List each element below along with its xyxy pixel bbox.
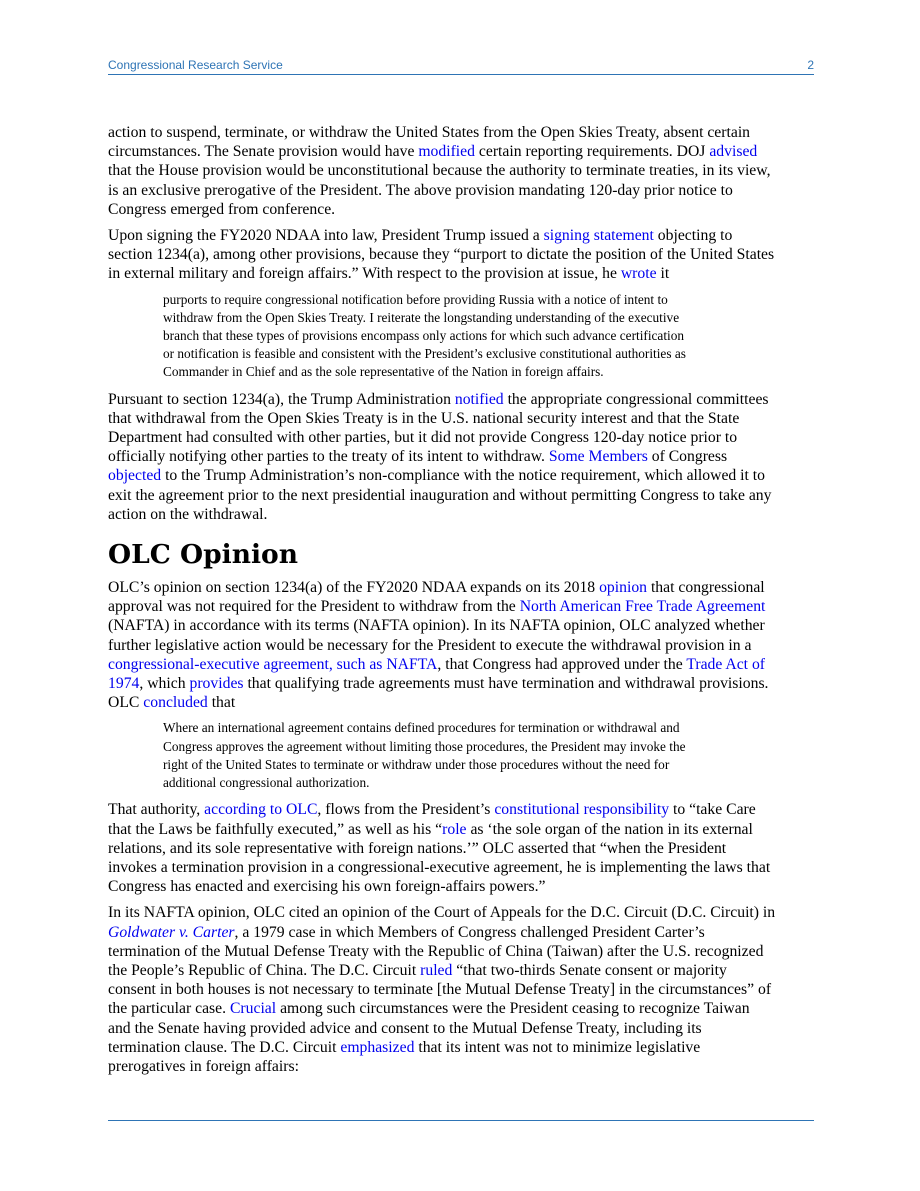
quote-line: or notification is feasible and consistent with the President’s exclusive constitutional authorities as [163,346,686,362]
text-run: approval was not required for the President to withdraw from the [108,598,520,616]
text-run: that qualifying trade agreements must have termination and withdrawal provisions. [243,675,769,693]
paragraph-signing-statement [108,226,814,284]
link-role[interactable]: role [442,820,467,838]
text-run: that [207,694,236,712]
paragraph-olc-nafta-opinion [108,578,814,712]
text-run: that the Laws be faithfully executed,” as well as his “ [108,820,443,838]
link-nafta[interactable]: North American Free Trade Agreement [519,598,766,616]
header-org-name: Congressional Research Service [108,58,283,72]
text-line: consent in both houses is not necessary to terminate [the Mutual Defense Treaty] in the circumstances” of [108,981,772,999]
text-line [108,820,814,839]
text-run: the People’s Republic of China. The D.C. Circuit [108,961,421,979]
text-run: as ‘the sole organ of the nation in its external [466,820,753,838]
section-heading: OLC Opinion [108,539,298,571]
link-according-to-olc[interactable]: according to OLC [204,801,318,819]
quote-line: Congress approves the agreement without limiting those procedures, the President may invoke the [163,738,686,754]
text-line: relations, and its sole representative with foreign nations.’” OLC asserted that “when the President [108,839,727,857]
text-line: is an exclusive prerogative of the President. The above provision mandating 120-day prior notice to [108,181,733,199]
paragraph-goldwater-v-carter [108,903,814,1076]
block-quote-signing-statement [108,291,757,382]
text-line [108,800,814,819]
text-run: , flows from the President’s [317,801,495,819]
text-run: “that two-thirds Senate consent or majority [452,961,727,979]
text-line [108,655,814,674]
text-run: , that Congress had approved under the [437,655,687,673]
text-line: action on the withdrawal. [108,505,268,523]
footer-rule [108,1120,814,1121]
text-run: it [656,265,670,283]
text-run: , a 1979 case in which Members of Congress challenged President Carter’s [234,923,705,941]
quote-line: right of the United States to terminate or withdraw under those procedures without the need for [163,756,670,772]
link-signing-statement[interactable]: signing statement [543,227,654,245]
text-line: further legislative action would be necessary for the President to execute the withdrawal provision in a [108,636,752,654]
text-line: that withdrawal from the Open Skies Treaty is in the U.S. national security interest and that the State [108,409,740,427]
quote-line: Where an international agreement contains defined procedures for termination or withdrawal and [163,720,680,736]
text-run: in external military and foreign affairs.” With respect to the provision at issue, he [108,265,621,283]
text-line: Department had consulted with other parties, but it did not provide Congress 120-day notice prior to [108,429,738,447]
text-line: prerogatives in foreign affairs: [108,1057,299,1075]
link-congressional-executive-agreement[interactable]: congressional-executive agreement, such as NAFTA [108,655,438,673]
link-constitutional-responsibility[interactable]: constitutional responsibility [494,801,670,819]
document-body [108,123,814,1083]
text-line: Congress has enacted and exercising his own foreign-affairs powers.” [108,878,546,896]
header-rule [108,74,814,75]
link-emphasized[interactable]: emphasized [340,1038,415,1056]
quote-line: withdraw from the Open Skies Treaty. I reiterate the longstanding understanding of the executive [163,309,680,325]
link-notified[interactable]: notified [454,390,504,408]
text-line [108,961,814,980]
text-run: that congressional [647,579,765,597]
text-line: exit the agreement prior to the next presidential inauguration and without permitting Congress to take any [108,486,772,504]
text-run: that its intent was not to minimize legislative [414,1038,701,1056]
link-objected[interactable]: objected [108,467,162,485]
quote-line: additional congressional authorization. [163,775,370,791]
text-run: to “take Care [669,801,756,819]
text-run: officially notifying other parties to the treaty of its intent to withdraw. [108,448,549,466]
text-line [108,1038,814,1057]
text-run: to the Trump Administration’s non-compliance with the notice requirement, which allowed it to [161,467,766,485]
paragraph-withdrawal-notice [108,390,814,524]
text-line: In its NAFTA opinion, OLC cited an opinion of the Court of Appeals for the D.C. Circuit (D.C. Circuit) in [108,904,776,922]
text-run: Upon signing the FY2020 NDAA into law, President Trump issued a [108,227,544,245]
link-wrote[interactable]: wrote [620,265,657,283]
text-line: that the House provision would be unconstitutional because the authority to terminate treaties, in its view, [108,162,771,180]
text-run: the appropriate congressional committees [503,390,769,408]
text-line: invokes a termination provision in a congressional-executive agreement, he is implementing the laws that [108,858,771,876]
text-line: Congress emerged from conference. [108,200,336,218]
link-some-members[interactable]: Some Members [548,448,648,466]
link-goldwater-v-carter[interactable]: Goldwater v. Carter [108,923,235,941]
text-line [108,674,814,693]
text-line [108,466,814,485]
text-run: That authority, [108,801,205,819]
text-run: OLC’s opinion on section 1234(a) of the FY2020 NDAA expands on its 2018 [108,579,600,597]
link-ruled[interactable]: ruled [420,961,453,979]
link-trade-act-1974[interactable]: 1974 [108,675,140,693]
text-line [108,264,814,283]
link-advised[interactable]: advised [709,143,758,161]
quote-line: purports to require congressional notification before providing Russia with a notice of intent to [163,291,668,307]
link-trade-act[interactable]: Trade Act of [686,655,766,673]
header-page-number: 2 [807,58,814,72]
link-opinion[interactable]: opinion [599,579,648,597]
link-concluded[interactable]: concluded [143,694,208,712]
text-run: OLC [108,694,144,712]
link-crucial[interactable]: Crucial [229,1000,277,1018]
text-run: certain reporting requirements. DOJ [474,143,710,161]
text-line [108,693,814,712]
text-run: , which [139,675,190,693]
quote-line: branch that these types of provisions encompass only actions for which such advance certification [163,328,685,344]
text-line [108,390,814,409]
text-line: (NAFTA) in accordance with its terms (NAFTA opinion). In its NAFTA opinion, OLC analyzed whether [108,617,765,635]
text-line: section 1234(a), among other provisions, because they “purport to dictate the position of the United States [108,246,775,264]
link-modified[interactable]: modified [418,143,475,161]
text-line [108,142,814,161]
text-line: action to suspend, terminate, or withdraw the United States from the Open Skies Treaty, absent certain [108,124,751,141]
text-run: of Congress [647,448,728,466]
paragraph-open-skies-provisions [108,123,814,219]
text-line [108,226,814,245]
text-line [108,999,814,1018]
text-line [108,578,814,597]
quote-line: Commander in Chief and as the sole representative of the Nation in foreign affairs. [163,364,604,380]
text-run: termination clause. The D.C. Circuit [108,1038,341,1056]
text-line [108,923,814,942]
text-run: among such circumstances were the President ceasing to recognize Taiwan [276,1000,750,1018]
link-provides[interactable]: provides [189,675,244,693]
text-run: objecting to [653,227,733,245]
text-line [108,597,814,616]
text-run: the particular case. [108,1000,230,1018]
running-header [108,58,814,74]
paragraph-presidential-authority [108,800,814,896]
text-line [108,447,814,466]
block-quote-olc-conclusion [108,719,757,792]
text-line: termination of the Mutual Defense Treaty with the Republic of China (Taiwan) after the U.S. recognized [108,942,764,960]
text-line: and the Senate having provided advice and consent to the Mutual Defense Treaty, including its [108,1019,702,1037]
text-run: circumstances. The Senate provision would have [108,143,419,161]
text-run: Pursuant to section 1234(a), the Trump Administration [108,390,455,408]
